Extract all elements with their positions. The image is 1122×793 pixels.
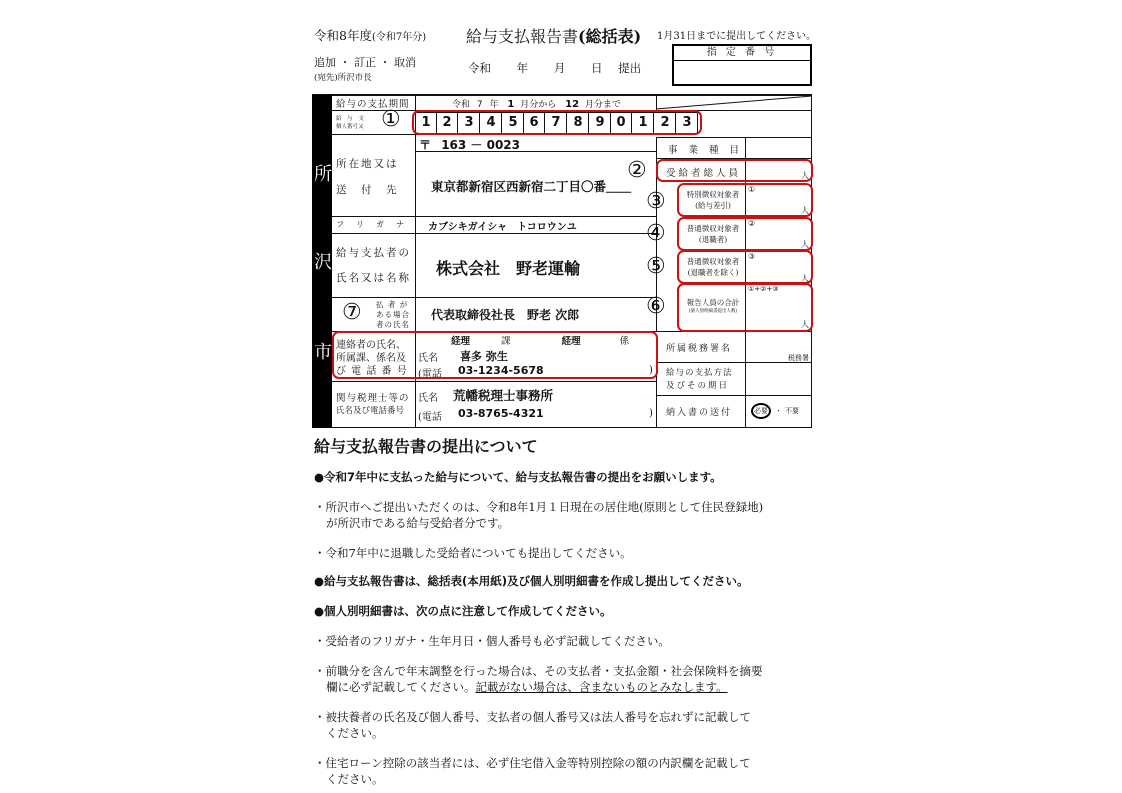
notice-section bbox=[314, 434, 814, 787]
tax-accountant-label-2: 氏名及び電話番号 bbox=[336, 406, 405, 416]
contact-label-3: び 電 話 番 号 bbox=[336, 366, 408, 377]
ordinary-other-unit: 人 bbox=[801, 274, 809, 283]
payment-slip-label: 納入書の送付 bbox=[666, 408, 733, 418]
digit-10: 0 bbox=[611, 112, 632, 133]
ordinary-other-mark: ③ bbox=[748, 252, 756, 261]
payment-slip-sep: ・ bbox=[775, 407, 782, 415]
digit-8: 8 bbox=[568, 112, 589, 133]
furigana-label: フ リ ガ ナ bbox=[336, 220, 406, 229]
contact-label-1: 連絡者の氏名、 bbox=[336, 340, 406, 351]
annotation-6: ⑥ bbox=[646, 294, 666, 319]
contact-name[interactable]: 喜多 弥生 bbox=[460, 350, 508, 363]
notice-item-3b-underline: 記載がない場合は、含まないものとみなします。 bbox=[475, 680, 728, 694]
digit-13: 3 bbox=[677, 112, 698, 133]
contact-section: 経理 bbox=[561, 336, 581, 347]
payment-method-label-1: 給与の支払方法 bbox=[666, 368, 733, 378]
highlight-ordinary-retired bbox=[677, 217, 813, 251]
addressee: (宛先)所沢市長 bbox=[314, 73, 372, 83]
individual-number-label-1: 給 与 支 bbox=[336, 116, 366, 122]
tax-accountant-phone[interactable]: 03-8765-4321 bbox=[458, 407, 544, 420]
fiscal-year-sub: (令和7年分) bbox=[371, 32, 427, 43]
highlight-special-collection bbox=[677, 183, 813, 217]
digit-11: 1 bbox=[633, 112, 654, 133]
payment-slip-required[interactable]: 必要 bbox=[754, 407, 768, 415]
designated-number-value[interactable] bbox=[674, 61, 810, 83]
ordinary-other-label-2: (退職者を除く) bbox=[687, 268, 739, 277]
ordinary-other-label-1: 普通徴収対象者 bbox=[686, 257, 740, 266]
special-collection-mark: ① bbox=[748, 185, 756, 194]
deadline-note: 1月31日までに提出してください。 bbox=[657, 31, 817, 42]
total-report-mark: ①+②+③ bbox=[748, 285, 779, 293]
annotation-1: ① bbox=[381, 107, 401, 132]
period-from-label: 月分から bbox=[520, 100, 557, 110]
highlight-individual-number bbox=[412, 110, 702, 135]
tax-accountant-label-1: 関与税理士等の bbox=[336, 393, 410, 404]
notice-item-1b: ・令和7年中に退職した受給者についても提出してください。 bbox=[314, 546, 632, 560]
form-title-main: 給与支払報告書 bbox=[466, 27, 579, 46]
business-type-value[interactable] bbox=[748, 140, 808, 156]
notice-item-3d-cont: ください。 bbox=[326, 772, 384, 786]
city-char-3: 市 bbox=[314, 342, 332, 363]
digit-3: 3 bbox=[459, 112, 480, 133]
submit-label: 提出 bbox=[618, 61, 642, 75]
digit-9: 9 bbox=[590, 112, 611, 133]
contact-phone-close: ) bbox=[649, 365, 653, 376]
notice-item-3c-cont: ください。 bbox=[326, 726, 384, 740]
notice-heading-1: ●令和7年中に支払った給与について、給与支払報告書の提出をお願いします。 bbox=[314, 470, 722, 484]
designated-number-box[interactable] bbox=[672, 44, 812, 86]
designated-number-label: 指 定 番 号 bbox=[674, 46, 810, 61]
notice-item-3a: ・受給者のフリガナ・生年月日・個人番号も必ず記載してください。 bbox=[314, 634, 670, 648]
total-report-label-2: (個人別明細書提出人数) bbox=[688, 309, 738, 314]
contact-dept-label: 課 bbox=[501, 336, 511, 347]
total-recipients-label: 受給者総人員 bbox=[666, 168, 742, 179]
special-collection-unit: 人 bbox=[801, 206, 809, 215]
individual-number-label-2: 個人番号又 bbox=[336, 124, 364, 130]
notice-item-3d: ・住宅ローン控除の該当者には、必ず住宅借入金等特別控除の額の内訳欄を記載して bbox=[314, 756, 751, 770]
submit-day-label: 日 bbox=[590, 61, 603, 75]
tax-accountant-phone-label: (電話 bbox=[418, 412, 442, 423]
fiscal-year-text: 令和8年度 bbox=[314, 28, 372, 43]
business-type-label: 事 業 種 目 bbox=[668, 145, 744, 156]
fiscal-year bbox=[314, 26, 426, 44]
representative-label-3: 者の氏名 bbox=[376, 320, 410, 329]
special-collection-label-1: 特別徴収対象者 bbox=[686, 190, 740, 199]
digit-1: 1 bbox=[416, 112, 437, 133]
contact-name-label: 氏名 bbox=[418, 353, 438, 364]
digit-7: 7 bbox=[546, 112, 567, 133]
digit-12: 2 bbox=[655, 112, 676, 133]
digit-6: 6 bbox=[524, 112, 545, 133]
period-year-label: 年 bbox=[489, 100, 499, 110]
payment-slip-not-required[interactable]: 不要 bbox=[785, 407, 799, 415]
postal-code: 163 － 0023 bbox=[441, 138, 521, 152]
period-era: 令和 bbox=[452, 100, 471, 110]
payment-period[interactable] bbox=[452, 97, 621, 110]
payer-label-1: 給与支払者の bbox=[336, 247, 411, 259]
ordinary-retired-unit: 人 bbox=[801, 240, 809, 249]
period-from-month: 1 bbox=[507, 99, 515, 110]
tax-accountant-name[interactable]: 荒幡税理士事務所 bbox=[453, 388, 554, 403]
notice-heading-3: ●個人別明細書は、次の点に注意して作成してください。 bbox=[314, 604, 612, 618]
notice-item-3b: ・前職分を含んで年末調整を行った場合は、その支払者・支払金額・社会保険料を摘要 bbox=[314, 664, 763, 678]
notice-heading-2: ●給与支払報告書は、総括表(本用紙)及び個人別明細書を作成し提出してください。 bbox=[314, 574, 749, 588]
digit-2: 2 bbox=[437, 112, 458, 133]
city-char-2: 沢 bbox=[314, 252, 332, 273]
contact-section-label: 係 bbox=[619, 336, 630, 347]
tax-office-suffix: 税務署 bbox=[788, 354, 809, 362]
form-title-paren: (総括表) bbox=[578, 27, 642, 46]
highlight-total-recipients bbox=[656, 159, 813, 182]
notice-item-1a-cont: が所沢市である給与受給者分です。 bbox=[326, 516, 510, 530]
notice-title: 給与支払報告書の提出について bbox=[314, 437, 538, 456]
modify-options[interactable]: 追加 ・ 訂正 ・ 取消 bbox=[314, 56, 416, 69]
ordinary-retired-label-2: (退職者) bbox=[698, 235, 728, 244]
digit-4: 4 bbox=[481, 112, 502, 133]
tax-accountant-name-label: 氏名 bbox=[418, 393, 438, 404]
period-to-month: 12 bbox=[565, 99, 580, 110]
submit-year-label: 年 bbox=[516, 61, 529, 75]
contact-phone-label: (電話 bbox=[418, 369, 442, 380]
notice-item-1a: ・所沢市へご提出いただくのは、令和8年1月１日現在の居住地(原則として住民登録地) bbox=[314, 500, 764, 514]
representative-value[interactable]: 代表取締役社長 野老 次郎 bbox=[431, 308, 580, 322]
contact-phone[interactable]: 03-1234-5678 bbox=[458, 364, 544, 377]
total-recipients-unit: 人 bbox=[801, 171, 809, 180]
payer-value[interactable]: 株式会社 野老運輸 bbox=[436, 259, 581, 278]
payment-slip-choice[interactable] bbox=[749, 401, 809, 421]
city-char-1: 所 bbox=[314, 164, 332, 185]
highlight-ordinary-other bbox=[677, 250, 813, 284]
notice-item-3c: ・被扶養者の氏名及び個人番号、支払者の個人番号又は法人番号を忘れずに記載して bbox=[314, 710, 751, 724]
submit-era: 令和 bbox=[468, 61, 491, 75]
notice-item-3b-cont-line bbox=[326, 679, 814, 695]
highlight-contact bbox=[332, 331, 658, 379]
tax-office-label: 所属税務署名 bbox=[666, 344, 733, 354]
postal-mark: 〒 bbox=[419, 138, 432, 152]
special-collection-label-2: (給与差引) bbox=[695, 201, 731, 210]
total-report-label-1: 報告人員の合計 bbox=[686, 298, 740, 307]
period-label: 給与の支払期間 bbox=[336, 99, 410, 110]
furigana-value[interactable]: カブシキガイシャ トコロウンユ bbox=[428, 222, 577, 233]
diagonal-line bbox=[656, 95, 812, 110]
annotation-5: ⑤ bbox=[646, 254, 666, 279]
form-title bbox=[466, 24, 641, 47]
annotation-2: ② bbox=[627, 158, 647, 183]
ordinary-retired-mark: ② bbox=[748, 219, 756, 228]
address-label-2: 送 付 先 bbox=[336, 184, 399, 196]
contact-dept: 経理 bbox=[451, 336, 471, 347]
payment-method-label-2: 及びその期日 bbox=[666, 381, 730, 391]
notice-item-3b-cont: 欄に必ず記載してください。 bbox=[326, 680, 476, 694]
period-to-label: 月分まで bbox=[584, 100, 621, 110]
tax-accountant-phone-close: ) bbox=[649, 408, 653, 419]
digit-5: 5 bbox=[503, 112, 524, 133]
contact-label-2: 所属課、係名及 bbox=[336, 353, 406, 364]
address-label-1: 所在地又は bbox=[336, 158, 399, 170]
submit-date[interactable] bbox=[468, 60, 641, 76]
period-year: 7 bbox=[476, 100, 483, 110]
representative-label-1: 払 者 が bbox=[376, 300, 409, 309]
representative-label-2: ある場合 bbox=[376, 310, 410, 319]
highlight-total-report bbox=[677, 283, 813, 332]
submit-month-label: 月 bbox=[553, 61, 566, 75]
annotation-7: ⑦ bbox=[342, 300, 362, 325]
postal-code-field[interactable] bbox=[419, 136, 520, 153]
payer-label-2: 氏名又は名称 bbox=[336, 272, 411, 284]
total-report-unit: 人 bbox=[801, 320, 809, 329]
address-value[interactable]: 東京都新宿区西新宿二丁目〇番＿＿ bbox=[431, 179, 632, 194]
ordinary-retired-label-1: 普通徴収対象者 bbox=[686, 224, 740, 233]
annotation-3: ③ bbox=[646, 189, 666, 214]
annotation-4: ④ bbox=[646, 221, 666, 246]
